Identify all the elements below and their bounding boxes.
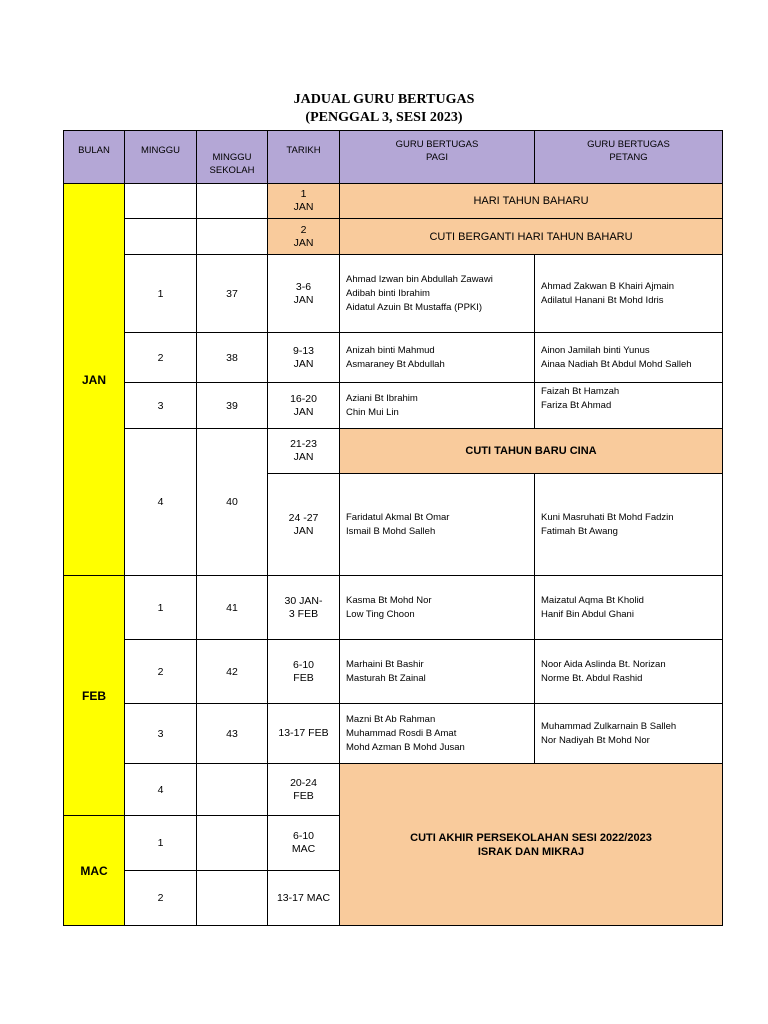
guru-petang-cell: Ahmad Zakwan B Khairi Ajmain Adilatul Hanani Bt Mohd Idris	[535, 255, 723, 333]
guru-petang-cell: Noor Aida Aslinda Bt. Norizan Norme Bt. Abdul Rashid	[535, 640, 723, 704]
tarikh-cell: 16-20 JAN	[268, 383, 340, 429]
tarikh-cell: 13-17 FEB	[268, 704, 340, 764]
month-feb: FEB	[64, 576, 125, 816]
table-row	[64, 704, 723, 764]
minggu-cell: 1	[125, 576, 197, 640]
guru-pagi-cell: Anizah binti Mahmud Asmaraney Bt Abdullah	[340, 333, 535, 383]
month-mac: MAC	[64, 816, 125, 926]
minggu-cell	[125, 184, 197, 219]
header-guru-petang: GURU BERTUGAS PETANG	[535, 131, 723, 184]
minggu-cell: 3	[125, 704, 197, 764]
sekolah-cell	[197, 219, 268, 255]
sekolah-cell: 37	[197, 255, 268, 333]
tarikh-cell: 2 JAN	[268, 219, 340, 255]
table-row	[64, 184, 723, 219]
month-jan: JAN	[64, 184, 125, 576]
tarikh-cell: 1 JAN	[268, 184, 340, 219]
sekolah-cell	[197, 871, 268, 926]
guru-petang-cell: Muhammad Zulkarnain B Salleh Nor Nadiyah Bt Mohd Nor	[535, 704, 723, 764]
table-row	[64, 764, 723, 816]
table-row	[64, 333, 723, 383]
sekolah-cell: 43	[197, 704, 268, 764]
guru-pagi-cell: Mazni Bt Ab Rahman Muhammad Rosdi B Amat Mohd Azman B Mohd Jusan	[340, 704, 535, 764]
sekolah-cell	[197, 816, 268, 871]
guru-petang-cell: Faizah Bt Hamzah Fariza Bt Ahmad	[535, 383, 723, 429]
minggu-cell: 4	[125, 764, 197, 816]
guru-pagi-cell: Aziani Bt Ibrahim Chin Mui Lin	[340, 383, 535, 429]
guru-pagi-cell: Faridatul Akmal Bt Omar Ismail B Mohd Salleh	[340, 474, 535, 576]
header-guru-pagi: GURU BERTUGAS PAGI	[340, 131, 535, 184]
minggu-cell: 3	[125, 383, 197, 429]
minggu-cell: 1	[125, 255, 197, 333]
minggu-cell	[125, 219, 197, 255]
table-row	[64, 383, 723, 429]
guru-pagi-cell: Marhaini Bt Bashir Masturah Bt Zainal	[340, 640, 535, 704]
sekolah-cell: 41	[197, 576, 268, 640]
tarikh-cell: 6-10 MAC	[268, 816, 340, 871]
header-minggu: MINGGU	[125, 131, 197, 184]
tarikh-cell: 3-6 JAN	[268, 255, 340, 333]
guru-petang-cell: Ainon Jamilah binti Yunus Ainaa Nadiah Bt Abdul Mohd Salleh	[535, 333, 723, 383]
event-cuti-berganti: CUTI BERGANTI HARI TAHUN BAHARU	[340, 219, 723, 255]
table-row	[64, 640, 723, 704]
sekolah-cell: 39	[197, 383, 268, 429]
sekolah-cell	[197, 764, 268, 816]
sekolah-cell	[197, 184, 268, 219]
header-bulan: BULAN	[64, 131, 125, 184]
title-line-2: (PENGGAL 3, SESI 2023)	[305, 110, 463, 125]
tarikh-cell: 21-23 JAN	[268, 429, 340, 474]
tarikh-cell: 24 -27 JAN	[268, 474, 340, 576]
tarikh-cell: 6-10 FEB	[268, 640, 340, 704]
header-minggu-sekolah: MINGGU SEKOLAH	[197, 131, 268, 184]
minggu-cell: 1	[125, 816, 197, 871]
sekolah-cell: 42	[197, 640, 268, 704]
guru-pagi-cell: Kasma Bt Mohd Nor Low Ting Choon	[340, 576, 535, 640]
guru-petang-cell: Maizatul Aqma Bt Kholid Hanif Bin Abdul Ghani	[535, 576, 723, 640]
minggu-cell: 4	[125, 429, 197, 576]
tarikh-cell: 9-13 JAN	[268, 333, 340, 383]
table-row	[64, 255, 723, 333]
table-row	[64, 429, 723, 474]
duty-roster-table	[63, 130, 723, 926]
event-cuti-tahun-baru-cina: CUTI TAHUN BARU CINA	[340, 429, 723, 474]
minggu-cell: 2	[125, 871, 197, 926]
event-cuti-akhir-persekolahan: CUTI AKHIR PERSEKOLAHAN SESI 2022/2023 ISRAK DAN MIKRAJ	[340, 764, 723, 926]
table-row	[64, 219, 723, 255]
title-line-1: JADUAL GURU BERTUGAS	[293, 92, 475, 107]
minggu-cell: 2	[125, 333, 197, 383]
table-row	[64, 576, 723, 640]
tarikh-cell: 30 JAN- 3 FEB	[268, 576, 340, 640]
tarikh-cell: 20-24 FEB	[268, 764, 340, 816]
minggu-cell: 2	[125, 640, 197, 704]
tarikh-cell: 13-17 MAC	[268, 871, 340, 926]
guru-petang-cell: Kuni Masruhati Bt Mohd Fadzin Fatimah Bt Awang	[535, 474, 723, 576]
guru-pagi-cell: Ahmad Izwan bin Abdullah Zawawi Adibah binti Ibrahim Aidatul Azuin Bt Mustaffa (PPKI)	[340, 255, 535, 333]
event-hari-tahun-baharu: HARI TAHUN BAHARU	[340, 184, 723, 219]
sekolah-cell: 40	[197, 429, 268, 576]
sekolah-cell: 38	[197, 333, 268, 383]
header-tarikh: TARIKH	[268, 131, 340, 184]
